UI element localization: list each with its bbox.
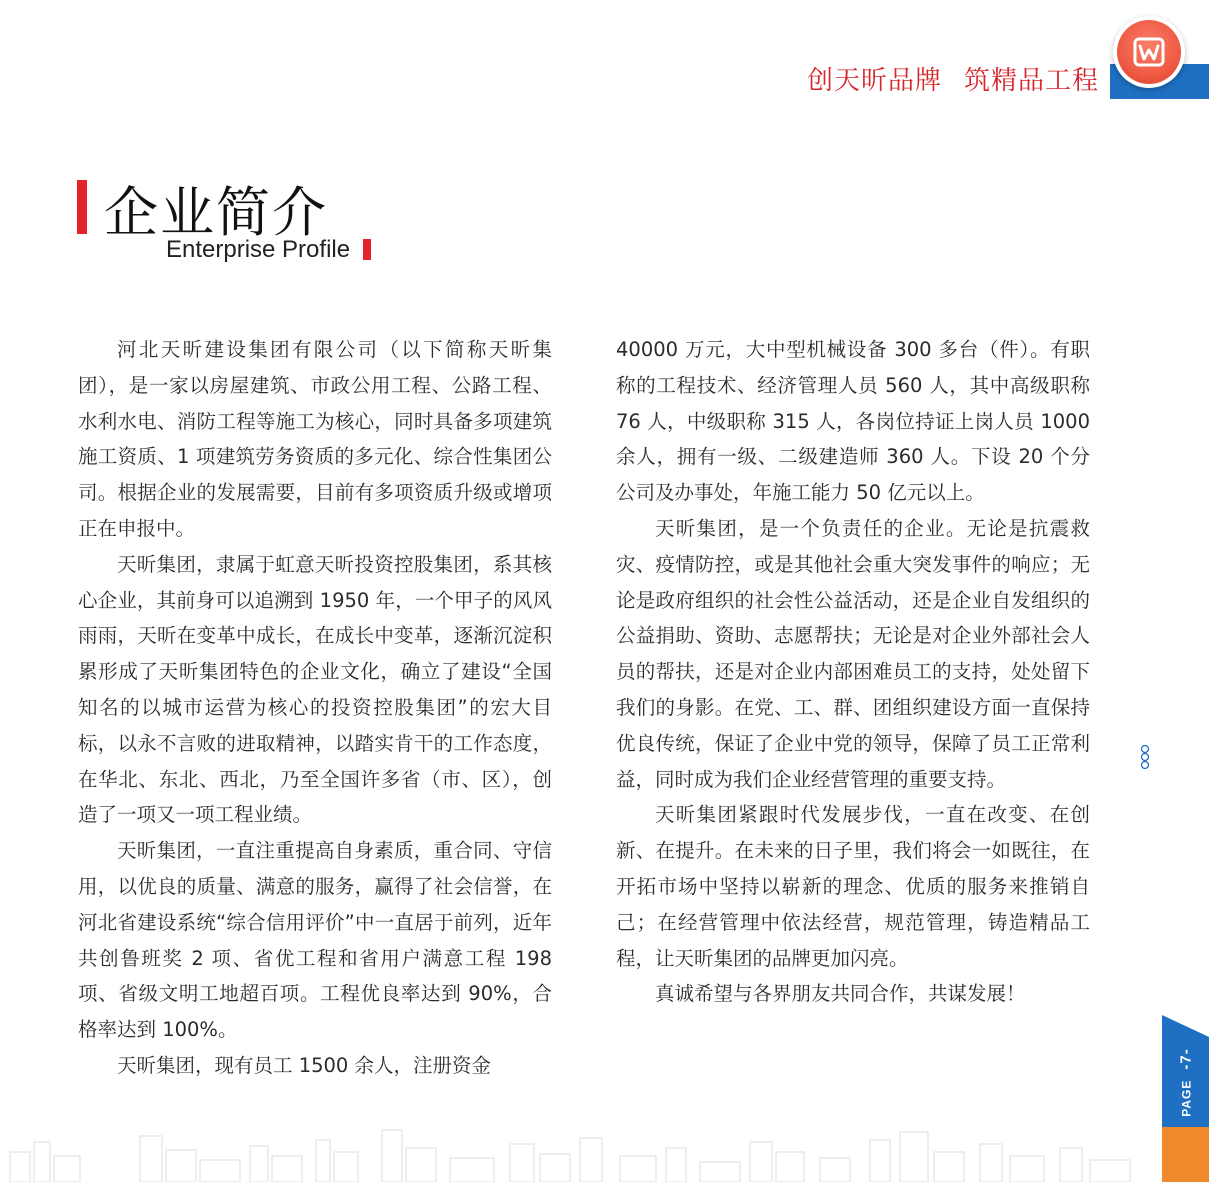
slogan-part-1: 创天昕品牌	[806, 66, 942, 96]
paragraph: 天昕集团，一直注重提高自身素质，重合同、守信用，以优良的质量、满意的服务，赢得了社会信誉，在河北省建设系统“综合信用评价”中一直居于前列，近年共创鲁班奖 2 项、省优工程和省用户满意工程 198 项、省级文明工地超百项。工程优良率达到 90%，合格率达到 100%。	[78, 839, 552, 1042]
right-text-column	[616, 332, 1090, 1012]
company-logo	[1113, 16, 1185, 88]
page-title: 企业简介	[104, 181, 328, 244]
paragraph: 天昕集团，现有员工 1500 余人，注册资金	[117, 1053, 492, 1077]
paragraph: 真诚希望与各界朋友共同合作，共谋发展！	[655, 982, 1026, 1006]
paragraph-continued: 40000 万元，大中型机械设备 300 多台（件）。有职称的工程技术、经济管理人员 560 人，其中高级职称 76 人，中级职称 315 人，各岗位持证上岗人员 1000 余人，拥有一级、二级建造师 360 人。下设 20 个分公司及办事处，年施工能力 50 亿元以上。	[616, 338, 1090, 505]
page-tab-cut	[1162, 1015, 1209, 1037]
paragraph: 天昕集团，隶属于虹意天昕投资控股集团，系其核心企业，其前身可以追溯到 1950 年，一个甲子的风风雨雨，天昕在变革中成长，在成长中变革，逐渐沉淀积累形成了天昕集团特色的企业文化，确立了建设“全国知名的以城市运营为核心的投资控股集团”的宏大目标，以永不言败的进取精神，以踏实肯干的工作态度，在华北、东北、西北，乃至全国许多省（市、区），创造了一项又一项工程业绩。	[78, 552, 552, 827]
paragraph: 河北天昕建设集团有限公司（以下简称天昕集团），是一家以房屋建筑、市政公用工程、公路工程、水利水电、消防工程等施工为核心，同时具备多项建筑施工资质、1 项建筑劳务资质的多元化、综合性集团公司。根据企业的发展需要，目前有多项资质升级或增项正在申报中。	[78, 338, 552, 540]
paragraph: 天昕集团，是一个负责任的企业。无论是抗震救灾、疫情防控，或是其他社会重大突发事件的响应；无论是政府组织的社会性公益活动，还是企业自发组织的公益捐助、资助、志愿帮扶；无论是对企业外部社会人员的帮扶，还是对企业内部困难员工的支持，处处留下我们的身影。在党、工、群、团组织建设方面一直保持优良传统，保证了企业中党的领导，保障了员工正常利益，同时成为我们企业经营管理的重要支持。	[616, 516, 1090, 791]
ring-ornament-icon	[1139, 744, 1151, 772]
paragraph: 天昕集团紧跟时代发展步伐，一直在改变、在创新、在提升。在未来的日子里，我们将会一如既往，在开拓市场中坚持以崭新的理念、优质的服务来推销自己；在经营管理中依法经营，规范管理，铸造精品工程，让天昕集团的品牌更加闪亮。	[616, 803, 1090, 970]
subtitle-accent-bar	[363, 239, 371, 260]
header-slogan	[807, 60, 1099, 97]
page-number: -7-	[1177, 1047, 1195, 1070]
page-number-label	[1168, 1040, 1204, 1124]
left-text-column	[78, 332, 552, 1084]
page-word: PAGE	[1179, 1079, 1194, 1117]
w-logo-icon	[1117, 20, 1181, 84]
page-tab-orange-block	[1162, 1127, 1209, 1182]
slogan-part-2: 筑精品工程	[963, 66, 1099, 96]
page-subtitle-english: Enterprise Profile	[166, 236, 351, 263]
title-accent-bar	[77, 180, 87, 234]
city-skyline-decoration	[0, 1122, 1160, 1182]
